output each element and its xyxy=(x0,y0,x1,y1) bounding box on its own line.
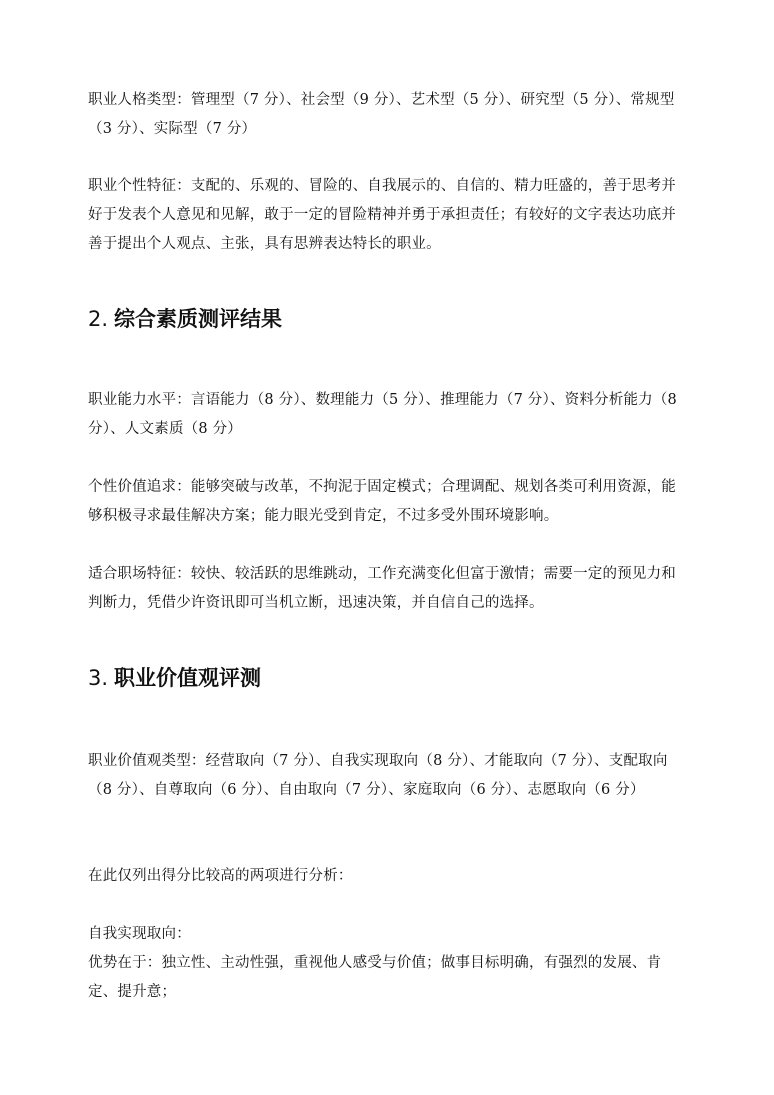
self-realization-strength: 优势在于：独立性、主动性强，重视他人感受与价值；做事目标明确，有强烈的发展、肯定、提升意； xyxy=(88,955,662,1000)
self-realization-title: 自我实现取向： xyxy=(88,926,191,942)
self-realization-block xyxy=(88,920,688,1007)
section-3-heading xyxy=(88,664,261,692)
personality-types-paragraph: 职业人格类型：管理型（7 分）、社会型（9 分）、艺术型（5 分）、研究型（5 分）、常规型（3 分）、实际型（7 分） xyxy=(88,92,675,137)
section-2-number: 2. xyxy=(88,307,109,331)
section-2-title: 综合素质测评结果 xyxy=(114,307,283,331)
ability-level-paragraph: 职业能力水平：言语能力（8 分）、数理能力（5 分）、推理能力（7 分）、资料分析能力（8 分）、人文素质（8 分） xyxy=(88,392,677,437)
personality-traits-paragraph: 职业个性特征：支配的、乐观的、冒险的、自我展示的、自信的、精力旺盛的，善于思考并好于发表个人意见和见解，敢于一定的冒险精神并勇于承担责任；有较好的文字表达功底并善于提出个人观点、主张，具有思辨表达特长的职业。 xyxy=(88,178,676,252)
analysis-intro-paragraph: 在此仅列出得分比较高的两项进行分析： xyxy=(88,868,353,884)
workplace-traits-paragraph: 适合职场特征：较快、较活跃的思维跳动，工作充满变化但富于激情；需要一定的预见力和判断力，凭借少许资讯即可当机立断，迅速决策，并自信自己的选择。 xyxy=(88,566,676,611)
value-types-paragraph: 职业价值观类型：经营取向（7 分）、自我实现取向（8 分）、才能取向（7 分）、支配取向（8 分）、自尊取向（6 分）、自由取向（7 分）、家庭取向（6 分）、志愿取向（6 分） xyxy=(88,753,668,798)
section-2-heading xyxy=(88,305,282,333)
section-3-title: 职业价值观评测 xyxy=(114,666,262,690)
value-pursuit-paragraph: 个性价值追求：能够突破与改革，不拘泥于固定模式；合理调配、规划各类可利用资源，能够积极寻求最佳解决方案；能力眼光受到肯定，不过多受外围环境影响。 xyxy=(88,479,676,524)
section-3-number: 3. xyxy=(88,666,109,690)
